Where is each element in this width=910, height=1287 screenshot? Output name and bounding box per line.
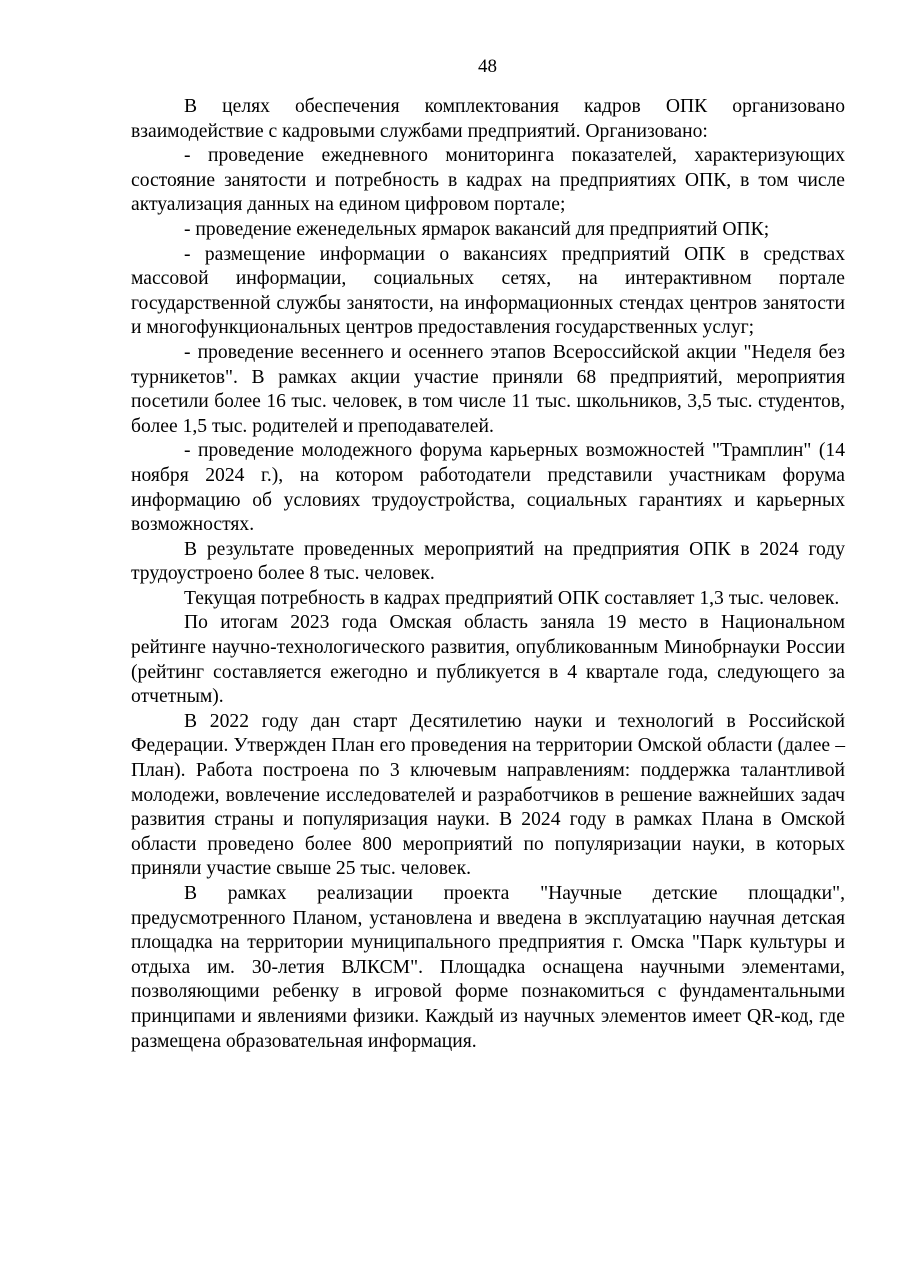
paragraph-employment-result: В результате проведенных мероприятий на предприятия ОПК в 2024 году трудоустроено более 8 тыс. человек.: [131, 538, 845, 585]
list-item-open-doors-week: - проведение весеннего и осеннего этапов Всероссийской акции "Неделя без турникетов". В рамках акции участие приняли 68 предприятий, мероприятия посетили более 16 тыс. человек, в том числе 11 тыс. школьников, 3,5 тыс. студентов, более 1,5 тыс. родителей и преподавателей.: [131, 341, 845, 437]
list-item-daily-monitoring: - проведение ежедневного мониторинга показателей, характеризующих состояние занятости и потребность в кадрах на предприятиях ОПК, в том числе актуализация данных на едином цифровом портале;: [131, 145, 845, 216]
list-item-tramplin-forum: - проведение молодежного форума карьерных возможностей "Трамплин" (14 ноября 2024 г.), на котором работодатели представили участникам форума информацию об условиях трудоустройства, социальных гарантиях и карьерных возможностях.: [131, 440, 845, 536]
page-number: 48: [478, 56, 497, 77]
document-body: [131, 95, 845, 1054]
paragraph-decade-of-science: В 2022 году дан старт Десятилетию науки и технологий в Российской Федерации. Утвержден План его проведения на территории Омской области (далее – План). Работа построена по 3 ключевым направлениям: поддержка талантливой молодежи, вовлечение исследователей и разработчиков в решение важнейших задач развития страны и популяризация науки. В 2024 году в рамках Плана в Омской области проведено более 800 мероприятий по популяризации науки, в которых приняли участие свыше 25 тыс. человек.: [131, 710, 845, 880]
paragraph-opk-staffing-intro: В целях обеспечения комплектования кадров ОПК организовано взаимодействие с кадровыми службами предприятий. Организовано:: [131, 96, 845, 142]
paragraph-current-demand: Текущая потребность в кадрах предприятий ОПК составляет 1,3 тыс. человек.: [184, 587, 840, 609]
list-item-weekly-job-fairs: - проведение еженедельных ярмарок вакансий для предприятий ОПК;: [184, 218, 770, 240]
paragraph-science-playgrounds: В рамках реализации проекта "Научные детские площадки", предусмотренного Планом, установлена и введена в эксплуатацию научная детская площадка на территории муниципального предприятия г. Омска "Парк культуры и отдыха им. 30-летия ВЛКСМ". Площадка оснащена научными элементами, позволяющими ребенку в игровой форме познакомиться с фундаментальными принципами и явлениями физики. Каждый из научных элементов имеет QR-код, где размещена образовательная информация.: [131, 883, 845, 1052]
list-item-vacancy-information: - размещение информации о вакансиях предприятий ОПК в средствах массовой информации, социальных сетях, на интерактивном портале государственной службы занятости, на информационных стендах центров занятости и многофункциональных центров предоставления государственных услуг;: [131, 243, 845, 339]
paragraph-national-rating: По итогам 2023 года Омская область заняла 19 место в Национальном рейтинге научно-технологического развития, опубликованным Минобрнауки России (рейтинг составляется ежегодно и публикуется в 4 квартале года, следующего за отчетным).: [131, 612, 845, 708]
